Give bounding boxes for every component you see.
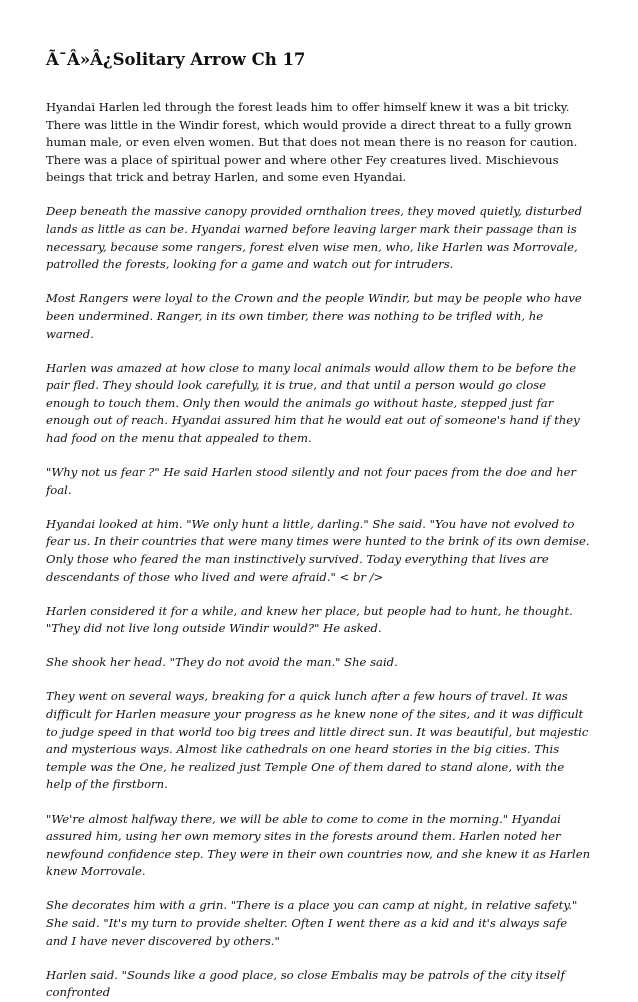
paragraph-5: "Why not us fear ?" He said Harlen stood silently and not four paces from the doe and her foal. <box>46 465 576 497</box>
paragraph-1: Hyandai Harlen led through the forest leads him to offer himself knew it was a bit tricky. There was little in the Windir forest, which would provide a direct threat to a fully grown human male, or even elven women. But that does not mean there is no reason for caution. There was a place of spiritual power and where other Fey creatures lived. Mischievous beings that trick and betray Harlen, and some even Hyandai. <box>46 100 578 185</box>
paragraph-6: Hyandai looked at him. "We only hunt a little, darling." She said. "You have not evolved to fear us. In their countries that were many times were hunted to the brink of its own demise. Only those who feared the man instinctively survived. Today everything that lives are descendants of those who lived and were afraid." < br /> <box>46 516 590 584</box>
paragraph-9: They went on several ways, breaking for a quick lunch after a few hours of travel. It was difficult for Harlen measure your progress as he knew none of the sites, and it was difficult to judge speed in that world too big trees and little direct sun. It was beautiful, but majestic and mysterious ways. Almost like cathedrals on one heard stories in the big cities. This temple was the One, he realized just Temple One of them dared to stand alone, with the help of the firstborn. <box>46 689 589 792</box>
paragraph-3: Most Rangers were loyal to the Crown and the people Windir, but may be people who have been undermined. Ranger, in its own timber, there was nothing to be trifled with, he warned. <box>46 291 582 341</box>
paragraph-4: Harlen was amazed at how close to many local animals would allow them to be before the pair fled. They should look carefully, it is true, and that until a person would go close enough to touch them. Only then would the animals go without haste, stepped just far enough out of reach. Hyandai assured him that he would eat out of someone's hand if they had food on the menu that appealed to them. <box>46 360 580 445</box>
paragraph-8: She shook her head. "They do not avoid the man." She said. <box>46 655 398 670</box>
paragraph-10: "We're almost halfway there, we will be able to come to come in the morning." Hyandai assured him, using her own memory sites in the forests around them. Harlen noted her newfound confidence step. They were in their own countries now, and she knew it as Harlen knew Morrovale. <box>46 811 591 879</box>
paragraph-12: Harlen said. "Sounds like a good place, so close Embalis may be patrols of the city itself confronted <box>46 967 565 1000</box>
document-title: Ã¯Â»Â¿Solitary Arrow Ch 17 <box>46 50 306 69</box>
paragraph-2: Deep beneath the massive canopy provided ornthalion trees, they moved quietly, disturbed lands as little as can be. Hyandai warned before leaving larger mark their passage than is necessary, because some rangers, forest elven wise men, who, like Harlen was Morrovale, patrolled the forests, looking for a game and watch out for intruders. <box>46 204 583 272</box>
paragraph-7: Harlen considered it for a while, and knew her place, but people had to hunt, he thought. "They did not live long outside Windir would?" He asked. <box>46 603 573 636</box>
paragraph-11: She decorates him with a grin. "There is a place you can camp at night, in relative safety." She said. "It's my turn to provide shelter. Often I went there as a kid and it's always safe and I have never discovered by others." <box>46 898 578 948</box>
